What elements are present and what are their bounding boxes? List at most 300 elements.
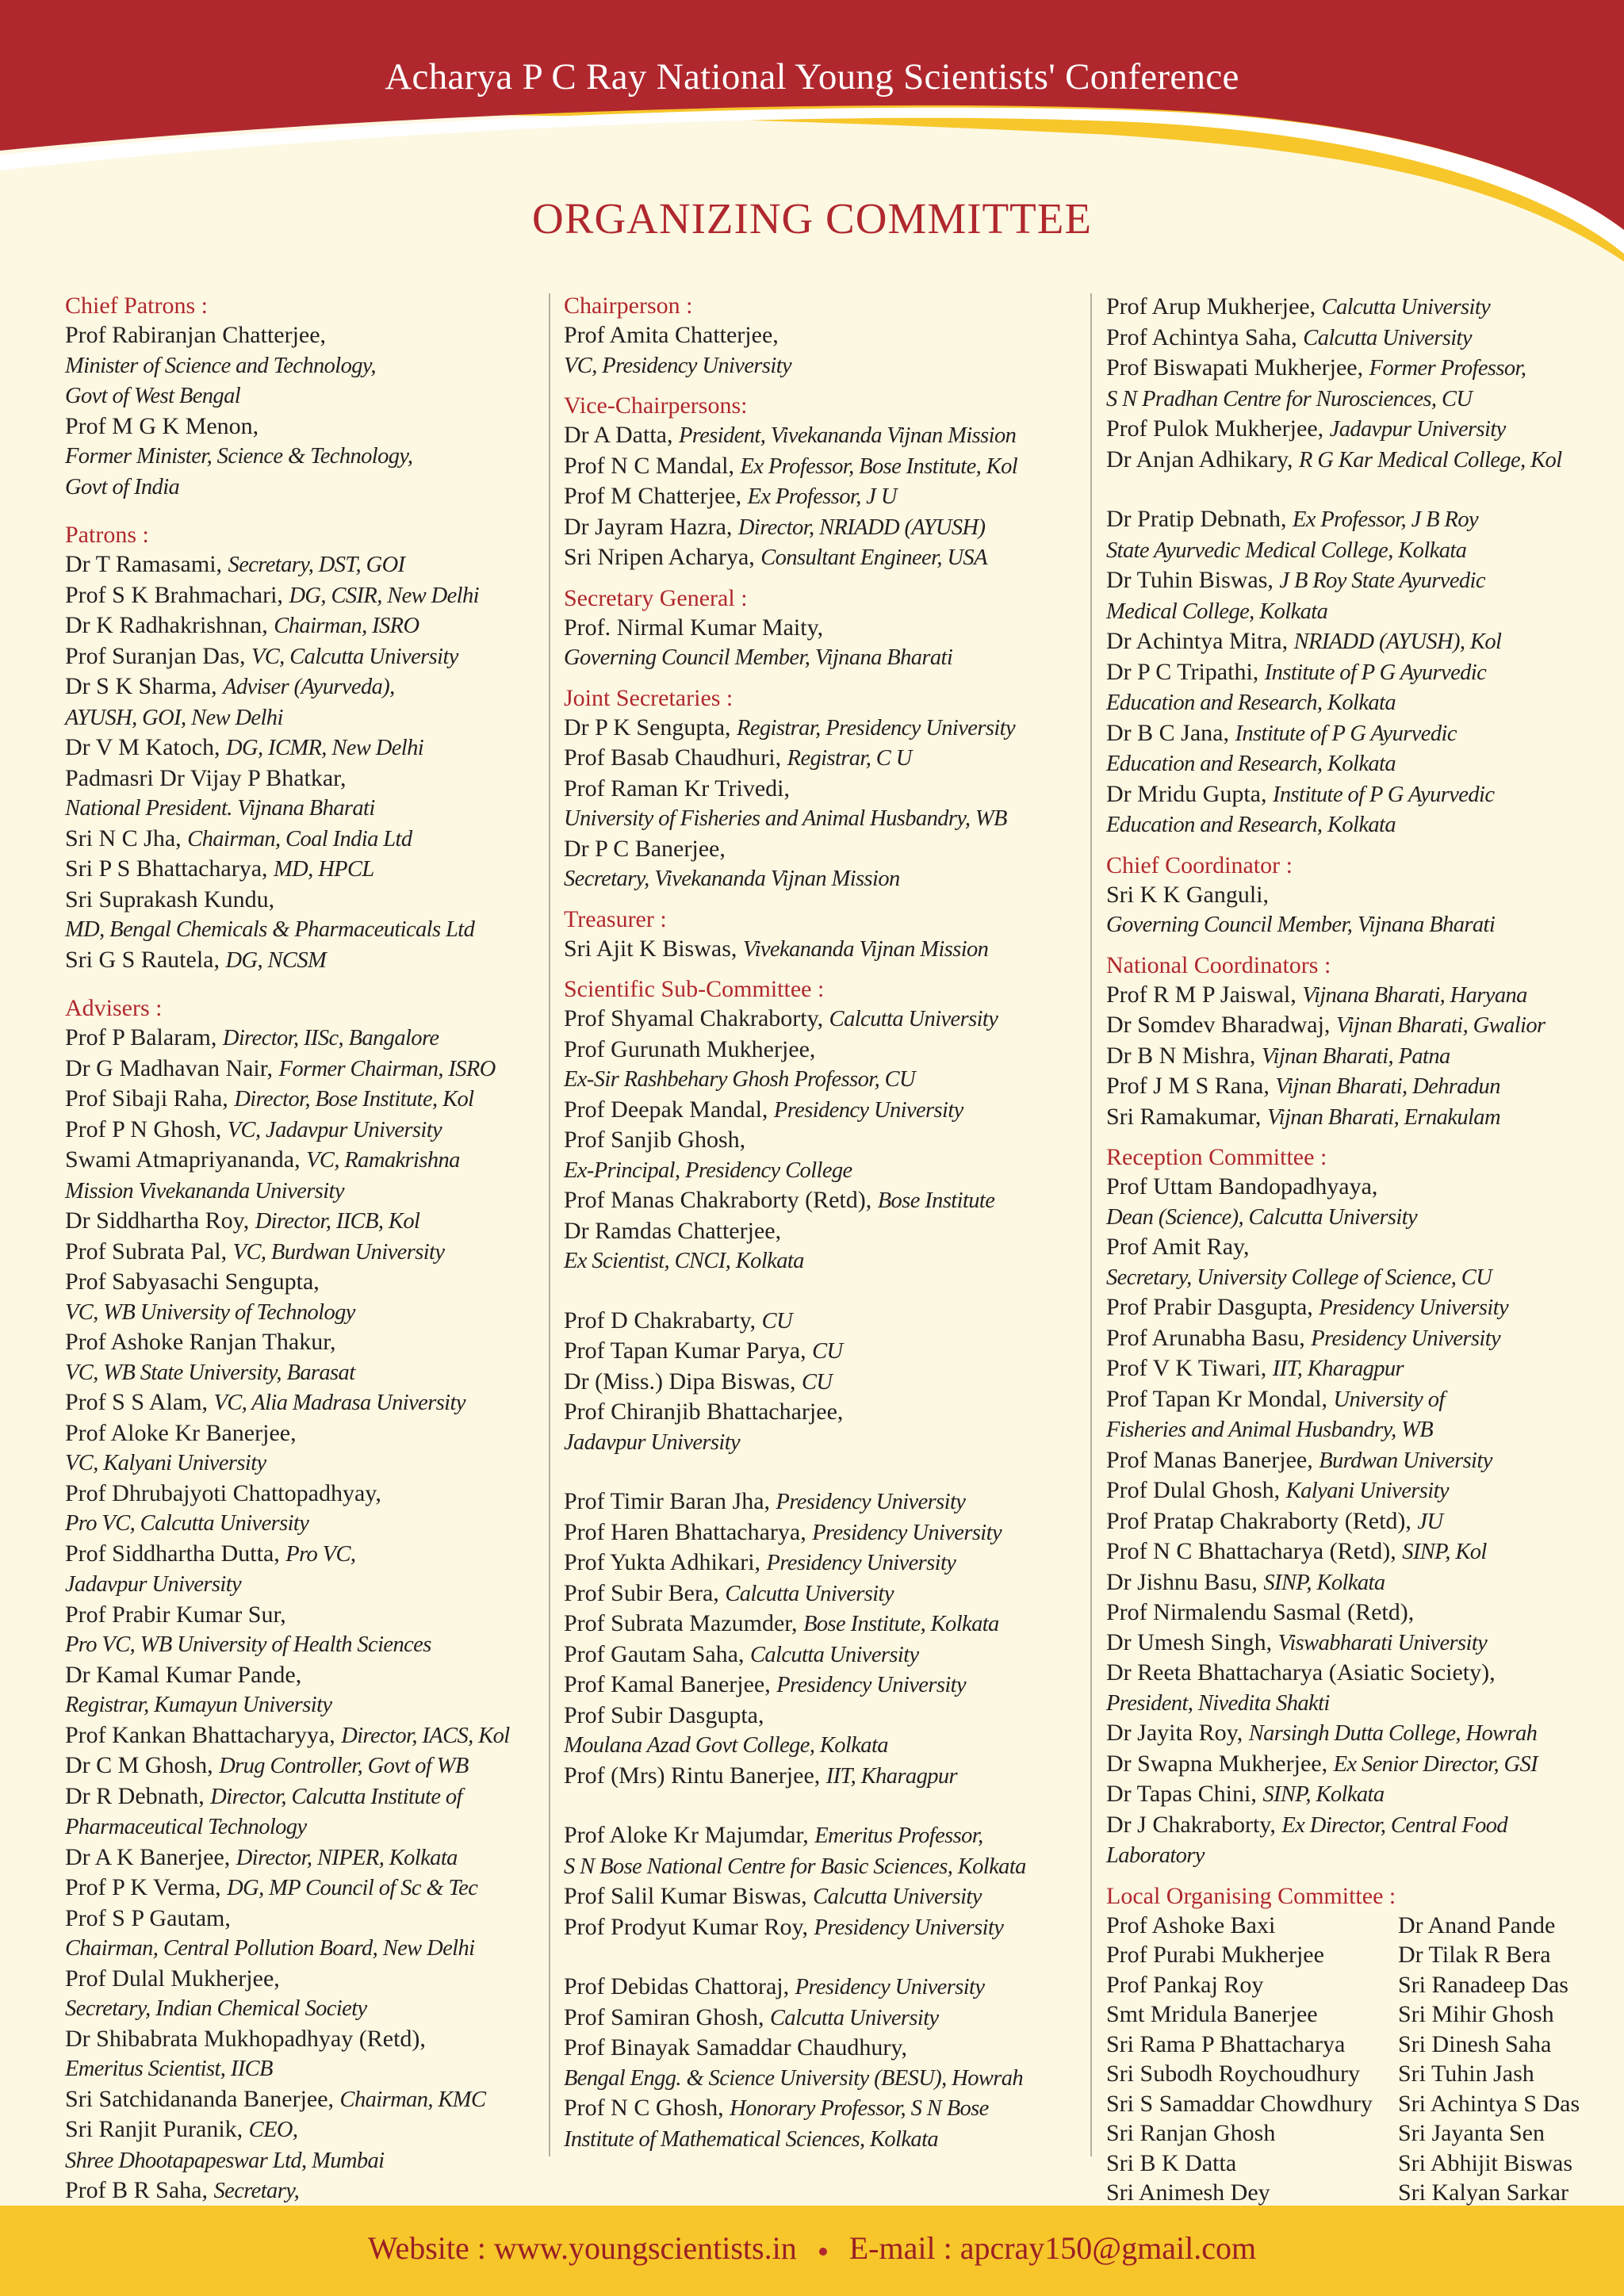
member-entry	[65, 381, 550, 411]
member-entry	[65, 2114, 550, 2145]
member-affiliation: DG, NCSM	[225, 947, 327, 973]
member-entry	[564, 2093, 1079, 2124]
member-name: Prof Subrata Mazumder,	[564, 1610, 804, 1636]
member-name: Prof Kamal Banerjee,	[564, 1671, 777, 1697]
member-entry	[65, 1812, 550, 1843]
member-affiliation: VC, WB University of Technology	[65, 1299, 355, 1325]
member-name: Prof Dhrubajyoti Chattopadhyay,	[65, 1479, 381, 1506]
member-entry	[65, 1873, 550, 1904]
member-entry	[65, 1569, 550, 1600]
member-entry	[65, 1479, 550, 1509]
member-entry	[564, 1095, 1079, 1126]
member-entry	[564, 1912, 1079, 1943]
member-name: Sri Suprakash Kundu,	[65, 886, 275, 913]
member-name: Prof. Nirmal Kumar Maity,	[564, 614, 824, 641]
member-affiliation: Governing Council Member, Vijnana Bharati	[1106, 913, 1496, 937]
member-entry	[564, 2003, 1079, 2034]
member-affiliation: VC, Jadavpur University	[227, 1117, 442, 1142]
member-affiliation: J B Roy State Ayurvedic	[1279, 568, 1485, 593]
member-entry	[65, 411, 550, 442]
member-name: Smt Mridula Banerjee	[1106, 2001, 1318, 2027]
member-name: Prof Aloke Kr Majumdar,	[564, 1822, 815, 1848]
member-affiliation: Secretary, DST, GOI	[228, 553, 405, 577]
member-entry	[65, 1387, 550, 1418]
member-entry	[65, 580, 550, 611]
member-affiliation: Director, IISc, Bangalore	[222, 1026, 439, 1050]
section-heading: National Coordinators :	[1106, 951, 1331, 978]
section-heading: Chairperson :	[564, 293, 693, 319]
member-affiliation: Pro VC, WB University of Health Sciences	[65, 1632, 431, 1657]
member-name: Sri Tuhin Jash	[1398, 2061, 1534, 2087]
member-name: Sri Ajit K Biswas,	[564, 935, 743, 962]
member-affiliation: Calcutta University	[749, 1642, 919, 1667]
member-name: Dr S K Sharma,	[65, 673, 224, 699]
member-name: Prof Purabi Mukherjee	[1106, 1942, 1324, 1968]
member-entry	[564, 1306, 1079, 1337]
member-affiliation: Chairman, Coal India Ltd	[187, 826, 412, 851]
footer-bar	[0, 2206, 1624, 2296]
committee-section	[1106, 851, 1582, 940]
committee-section	[1106, 951, 1582, 1133]
member-affiliation: Director, Calcutta Institute of	[210, 1784, 462, 1809]
member-affiliation: Govt of West Bengal	[65, 384, 241, 408]
member-entry	[65, 2084, 550, 2115]
member-entry	[1106, 1749, 1582, 1780]
member-entry	[1106, 1102, 1582, 1133]
member-name: Prof Sanjib Ghosh,	[564, 1127, 746, 1153]
member-name: Sri Achintya S Das	[1398, 2090, 1580, 2117]
member-entry	[1106, 1810, 1582, 1841]
member-entry	[1106, 1658, 1582, 1688]
member-name: Dr Jayram Hazra,	[564, 513, 738, 540]
member-name: Prof Dulal Ghosh,	[1106, 1477, 1286, 1503]
member-entry	[1106, 880, 1582, 910]
member-entry	[65, 1720, 550, 1751]
member-name: Prof Debidas Chattoraj,	[564, 1973, 795, 1999]
member-affiliation: VC, Presidency University	[564, 353, 792, 378]
member-affiliation: Calcutta University	[725, 1581, 894, 1606]
member-name: Prof Amita Chatterjee,	[564, 322, 779, 348]
member-affiliation: NRIADD (AYUSH), Kol	[1293, 629, 1502, 654]
member-name: Sri G S Rautela,	[65, 946, 226, 973]
member-entry	[65, 1843, 550, 1873]
member-name: Dr K Radhakrishnan,	[65, 612, 274, 638]
member-affiliation: VC, Calcutta University	[251, 644, 458, 669]
member-entry	[1106, 353, 1582, 384]
member-affiliation: Presidency University	[776, 1490, 966, 1514]
member-affiliation: Jadavpur University	[564, 1429, 741, 1455]
member-entry	[65, 2175, 550, 2206]
member-entry	[65, 2024, 550, 2054]
member-entry	[65, 1418, 550, 1448]
member-name: Sri Rama P Bhattacharya	[1106, 2030, 1346, 2057]
member-affiliation: Director, NIPER, Kolkata	[236, 1845, 458, 1870]
member-entry	[65, 1237, 550, 1268]
member-affiliation: Vijnan Bharati, Gwalior	[1335, 1013, 1545, 1038]
member-name: Sri Abhijit Biswas	[1398, 2149, 1573, 2176]
member-entry	[1106, 1628, 1582, 1659]
member-entry	[65, 1539, 550, 1570]
member-entry	[65, 733, 550, 763]
member-name: Sri N C Jha,	[65, 825, 188, 851]
member-affiliation: CU	[802, 1369, 833, 1395]
member-name: Prof Salil Kumar Biswas,	[564, 1883, 814, 1909]
member-entry	[65, 1084, 550, 1115]
member-name: Prof S K Brahmachari,	[65, 581, 289, 608]
member-entry	[1106, 1262, 1582, 1293]
member-name: Prof P Balaram,	[65, 1024, 223, 1050]
member-name: Prof (Mrs) Rintu Banerjee,	[564, 1762, 826, 1789]
member-entry	[564, 1155, 1079, 1186]
member-affiliation: Ex Professor, Bose Institute, Kol	[740, 453, 1018, 479]
member-name: Prof Chiranjib Bhattacharjee,	[564, 1399, 844, 1425]
member-entry	[564, 613, 1079, 643]
member-affiliation: Pro VC,	[285, 1541, 356, 1567]
member-entry	[1106, 414, 1582, 445]
member-entry	[564, 1820, 1079, 1851]
member-affiliation: Presidency University	[812, 1520, 1002, 1545]
member-entry	[564, 1578, 1079, 1609]
member-affiliation: Director, NRIADD (AYUSH)	[737, 515, 986, 540]
member-entry	[1106, 1718, 1582, 1749]
member-affiliation: National President. Vijnana Bharati	[65, 796, 375, 821]
member-name: Prof Siddhartha Dutta,	[65, 1540, 286, 1567]
conference-title: Acharya P C Ray National Young Scientists' Conference	[385, 56, 1239, 98]
member-affiliation: SINP, Kol	[1402, 1540, 1487, 1564]
member-name: Dr Reeta Bhattacharya (Asiatic Society),	[1106, 1659, 1496, 1686]
member-name: Sri Ranjit Puranik,	[65, 2116, 249, 2142]
member-name: Prof Arunabha Basu,	[1106, 1324, 1312, 1351]
member-name: Prof Basab Chaudhuri,	[564, 744, 787, 771]
member-affiliation: Chairman, Central Pollution Board, New Delhi	[65, 1936, 475, 1961]
member-affiliation: Former Minister, Science & Technology,	[65, 444, 413, 469]
member-name: Sri B K Datta	[1106, 2149, 1237, 2176]
member-affiliation: Calcutta University	[769, 2005, 939, 2030]
member-affiliation: Secretary, Indian Chemical Society	[65, 1996, 367, 2021]
member-entry	[564, 863, 1079, 894]
member-affiliation: Drug Controller, Govt of WB	[219, 1754, 469, 1778]
member-name: Dr J Chakraborty,	[1106, 1811, 1282, 1838]
member-affiliation: Emeritus Scientist, IICB	[65, 2057, 273, 2081]
committee-section	[1106, 292, 1582, 840]
member-name: Dr Somdev Bharadwaj,	[1106, 1012, 1336, 1038]
member-affiliation: Calcutta University	[829, 1007, 998, 1031]
section-heading: Scientific Sub-Committee :	[564, 976, 825, 1002]
member-name: Dr Jishnu Basu,	[1106, 1568, 1264, 1595]
member-entry	[1106, 1598, 1582, 1628]
member-entry	[564, 1881, 1079, 1912]
column-1	[65, 292, 550, 2237]
member-affiliation: Presidency University	[776, 1673, 967, 1697]
member-entry	[1106, 657, 1582, 688]
member-entry	[65, 1145, 550, 1176]
member-name: Prof Ashoke Ranjan Thakur,	[65, 1329, 336, 1355]
member-name: Prof J M S Rana,	[1106, 1073, 1276, 1099]
member-name: Prof B R Saha,	[65, 2177, 214, 2203]
member-name: Dr C M Ghosh,	[65, 1752, 220, 1778]
member-name: Prof Timir Baran Jha,	[564, 1488, 776, 1514]
member-name: Dr A K Banerjee,	[65, 1843, 236, 1870]
member-entry	[564, 1640, 1079, 1670]
member-entry	[65, 1629, 550, 1660]
member-name: Dr A Datta,	[564, 422, 679, 448]
member-name: Dr P K Sengupta,	[564, 714, 737, 740]
member-name: Prof M Chatterjee,	[564, 483, 748, 509]
member-affiliation: Ex Professor, J U	[747, 484, 897, 509]
member-entry	[1106, 909, 1582, 940]
website-link[interactable]: Website : www.youngscientists.in	[367, 2230, 797, 2266]
member-name: Prof Nirmalendu Sasmal (Retd),	[1106, 1599, 1415, 1625]
member-entry	[564, 713, 1079, 744]
member-name: Prof Aloke Kr Banerjee,	[65, 1419, 297, 1446]
email-link[interactable]: E-mail : apcray150@gmail.com	[848, 2230, 1257, 2266]
member-entry	[564, 1761, 1079, 1792]
member-entry	[65, 350, 550, 381]
committee-section	[564, 684, 1079, 894]
member-affiliation: DG, CSIR, New Delhi	[289, 583, 479, 608]
member-affiliation: Secretary, University College of Science, CU	[1106, 1265, 1492, 1290]
member-name: Prof D Chakrabarty,	[564, 1307, 762, 1334]
member-entry	[65, 1357, 550, 1388]
member-entry	[564, 774, 1079, 804]
member-entry	[1106, 1323, 1582, 1354]
member-name: Prof Gurunath Mukherjee,	[564, 1035, 816, 1062]
member-affiliation: Vijnan Bharati, Patna	[1261, 1043, 1450, 1069]
member-name: Prof Ashoke Baxi	[1106, 1911, 1276, 1938]
member-entry	[1106, 1071, 1582, 1102]
member-affiliation: Chairman, KMC	[339, 2087, 486, 2112]
member-name: Prof Subir Dasgupta,	[564, 1701, 764, 1728]
member-entry	[1106, 1041, 1582, 1072]
member-affiliation: MD, HPCL	[274, 857, 374, 882]
member-name: Prof Rabiranjan Chatterjee,	[65, 322, 327, 348]
member-name: Dr Shibabrata Mukhopadhyay (Retd),	[65, 2025, 426, 2052]
member-affiliation: Director, Bose Institute, Kol	[234, 1087, 474, 1112]
member-name: Prof Amit Ray,	[1106, 1234, 1250, 1260]
member-name: Prof P K Verma,	[65, 1874, 228, 1900]
member-entry	[564, 1427, 1079, 1458]
member-entry	[1106, 1445, 1582, 1476]
member-entry	[65, 914, 550, 945]
member-name: Prof Pankaj Roy	[1106, 1971, 1264, 1998]
member-name: Prof Subrata Pal,	[65, 1238, 233, 1265]
member-affiliation: President, Vivekananda Vijnan Mission	[678, 423, 1017, 448]
member-entry	[1106, 748, 1582, 779]
member-name: Prof Manas Chakraborty (Retd),	[564, 1187, 878, 1213]
committee-section	[564, 975, 1079, 2154]
member-name: Prof Biswapati Mukherjee,	[1106, 354, 1369, 381]
member-affiliation: Viswabharati University	[1277, 1630, 1488, 1655]
member-name: Sri Nripen Acharya,	[564, 544, 761, 570]
member-name: Sri S Samaddar Chowdhury	[1106, 2090, 1373, 2117]
member-affiliation: VC, Burdwan University	[232, 1239, 445, 1265]
member-name: Prof Dulal Mukherjee,	[65, 1965, 280, 1992]
member-name: Prof Binayak Samaddar Chaudhury,	[564, 2034, 907, 2061]
member-affiliation: Education and Research, Kolkata	[1106, 691, 1396, 715]
member-name: Dr P C Banerjee,	[564, 835, 726, 862]
member-affiliation: Vijnana Bharati, Haryana	[1302, 982, 1527, 1008]
member-entry	[65, 824, 550, 855]
member-name: Sri Ranadeep Das	[1398, 1971, 1568, 1998]
member-name: Prof Manas Banerjee,	[1106, 1446, 1320, 1473]
member-entry	[65, 1297, 550, 1328]
section-heading: Secretary General :	[564, 584, 748, 611]
member-name: Prof Gautam Saha,	[564, 1640, 750, 1667]
committee-section	[65, 994, 550, 2237]
section-heading: Chief Coordinator :	[1106, 851, 1293, 878]
member-name: Prof Prabir Kumar Sur,	[65, 1601, 286, 1628]
member-affiliation: Director, IICB, Kol	[255, 1209, 420, 1234]
member-entry	[1106, 718, 1582, 749]
member-name: Prof Pratap Chakraborty (Retd),	[1106, 1507, 1418, 1534]
member-name: Dr Jayita Roy,	[1106, 1720, 1249, 1746]
member-entry	[1106, 687, 1582, 718]
member-affiliation: CU	[761, 1308, 793, 1334]
member-affiliation: IIT, Kharagpur	[1272, 1357, 1404, 1381]
column-3	[1106, 292, 1582, 2237]
member-entry	[1106, 779, 1582, 810]
member-entry	[1106, 323, 1582, 354]
member-affiliation: Former Professor,	[1369, 356, 1526, 381]
member-entry	[65, 1933, 550, 1964]
member-name: Dr Umesh Singh,	[1106, 1628, 1278, 1655]
member-name: Sri Subodh Roychoudhury	[1106, 2061, 1361, 2087]
member-entry	[564, 1004, 1079, 1035]
member-affiliation: Emeritus Professor,	[814, 1823, 983, 1848]
member-entry	[564, 1851, 1079, 1882]
member-affiliation: Vijnan Bharati, Dehradun	[1275, 1074, 1500, 1099]
member-name: Prof Kankan Bhattacharyya,	[65, 1721, 342, 1748]
member-name: Dr V M Katoch,	[65, 734, 227, 760]
member-entry	[1106, 1475, 1582, 1506]
member-affiliation: SINP, Kolkata	[1263, 1570, 1385, 1595]
member-affiliation: Governing Council Member, Vijnana Bharati	[564, 645, 953, 670]
member-entry	[564, 1367, 1079, 1398]
member-name: Dr Tuhin Biswas,	[1106, 567, 1280, 593]
member-entry	[65, 549, 550, 580]
member-name: Dr B N Mishra,	[1106, 1042, 1262, 1069]
member-affiliation: DG, ICMR, New Delhi	[226, 736, 424, 760]
member-entry	[1106, 1353, 1582, 1384]
local-committee-column	[1398, 1911, 1580, 2238]
member-affiliation: Ex Scientist, CNCI, Kolkata	[564, 1249, 804, 1273]
member-entry	[1106, 809, 1582, 840]
member-entry	[1106, 1010, 1582, 1041]
member-affiliation: Laboratory	[1106, 1843, 1205, 1868]
member-affiliation: Narsingh Dutta College, Howrah	[1248, 1721, 1538, 1746]
member-affiliation: Bose Institute	[877, 1188, 995, 1213]
member-entry	[1106, 1414, 1582, 1445]
member-affiliation: VC, Kalyani University	[65, 1451, 266, 1475]
member-affiliation: Ex Professor, J B Roy	[1292, 507, 1479, 532]
member-affiliation: Calcutta University	[813, 1885, 982, 1909]
spacer	[564, 1942, 1079, 1972]
member-entry	[65, 1327, 550, 1357]
member-name: Prof S P Gautam,	[65, 1904, 231, 1931]
member-name: Prof Shyamal Chakraborty,	[564, 1005, 829, 1031]
column-2	[564, 292, 1079, 2154]
member-entry	[1106, 1232, 1582, 1262]
member-affiliation: Calcutta University	[1303, 325, 1472, 350]
spacer	[564, 1791, 1079, 1820]
committee-section	[564, 584, 1079, 673]
member-affiliation: Ex Director, Central Food	[1281, 1812, 1508, 1838]
member-affiliation: Shree Dhootapapeswar Ltd, Mumbai	[65, 2148, 385, 2173]
header-banner	[0, 0, 1624, 333]
member-entry	[65, 1176, 550, 1207]
member-affiliation: Adviser (Ayurveda),	[223, 675, 395, 699]
member-affiliation: Moulana Azad Govt College, Kolkata	[564, 1733, 888, 1758]
page-title: ORGANIZING COMMITTEE	[532, 194, 1092, 243]
member-affiliation: S N Bose National Centre for Basic Sciences, Kolkata	[564, 1854, 1026, 1879]
member-affiliation: Registrar, C U	[787, 746, 912, 771]
spacer	[1106, 475, 1582, 504]
member-entry	[564, 2063, 1079, 2094]
member-affiliation: Presidency University	[773, 1097, 963, 1123]
section-heading: Reception Committee :	[1106, 1144, 1327, 1170]
member-affiliation: AYUSH, GOI, New Delhi	[65, 705, 283, 730]
member-affiliation: IIT, Kharagpur	[825, 1763, 958, 1789]
member-entry	[65, 1660, 550, 1690]
member-entry	[1106, 1688, 1582, 1719]
member-name: Prof N C Ghosh,	[564, 2095, 730, 2121]
member-entry	[65, 672, 550, 702]
member-name: Prof Sibaji Raha,	[65, 1085, 235, 1112]
member-entry	[1106, 1779, 1582, 1810]
member-entry	[564, 1336, 1079, 1367]
member-affiliation: Consultant Engineer, USA	[760, 545, 987, 570]
member-name: Dr Anjan Adhikary,	[1106, 446, 1300, 473]
member-entry	[65, 1448, 550, 1479]
member-affiliation: VC, Ramakrishna	[306, 1148, 460, 1173]
member-name: Prof Deepak Mandal,	[564, 1096, 774, 1123]
section-heading: Joint Secretaries :	[564, 684, 733, 711]
member-entry	[564, 512, 1079, 543]
member-affiliation: Presidency University	[795, 1975, 985, 1999]
section-heading: Vice-Chairpersons:	[564, 392, 748, 419]
member-name: Dr R Debnath,	[65, 1782, 211, 1809]
member-name: Prof Haren Bhattacharya,	[564, 1518, 813, 1545]
member-entry	[564, 1701, 1079, 1731]
member-name: Dr Tapas Chini,	[1106, 1781, 1263, 1807]
member-name: Dr (Miss.) Dipa Biswas,	[564, 1368, 802, 1395]
member-entry	[564, 420, 1079, 451]
member-affiliation: Education and Research, Kolkata	[1106, 752, 1396, 776]
local-committee-section	[1106, 1882, 1582, 2238]
member-entry	[65, 2053, 550, 2084]
member-affiliation: Presidency University	[766, 1551, 956, 1575]
member-affiliation: Secretary,	[213, 2179, 300, 2203]
section-heading: Advisers :	[65, 995, 163, 1021]
member-affiliation: Minister of Science and Technology,	[65, 353, 376, 378]
member-entry	[65, 1904, 550, 1934]
member-name: Dr T Ramasami,	[65, 551, 228, 577]
member-name: Prof Pulok Mukherjee,	[1106, 415, 1330, 442]
member-name: Sri Ramakumar,	[1106, 1103, 1267, 1130]
member-affiliation: Institute of Mathematical Sciences, Kolkata	[564, 2126, 939, 2152]
member-entry	[1106, 626, 1582, 657]
member-entry	[1106, 504, 1582, 535]
member-name: Dr Mridu Gupta,	[1106, 780, 1273, 807]
member-entry	[564, 2124, 1079, 2155]
member-entry	[564, 350, 1079, 381]
member-name: Sri Satchidananda Banerjee,	[65, 2085, 340, 2112]
member-entry	[1106, 565, 1582, 596]
member-affiliation: MD, Bengal Chemicals & Pharmaceuticals Ltd	[65, 917, 475, 942]
member-affiliation: Fisheries and Animal Husbandry, WB	[1106, 1418, 1434, 1442]
section-heading: Local Organising Committee :	[1106, 1882, 1396, 1909]
member-entry	[564, 642, 1079, 673]
